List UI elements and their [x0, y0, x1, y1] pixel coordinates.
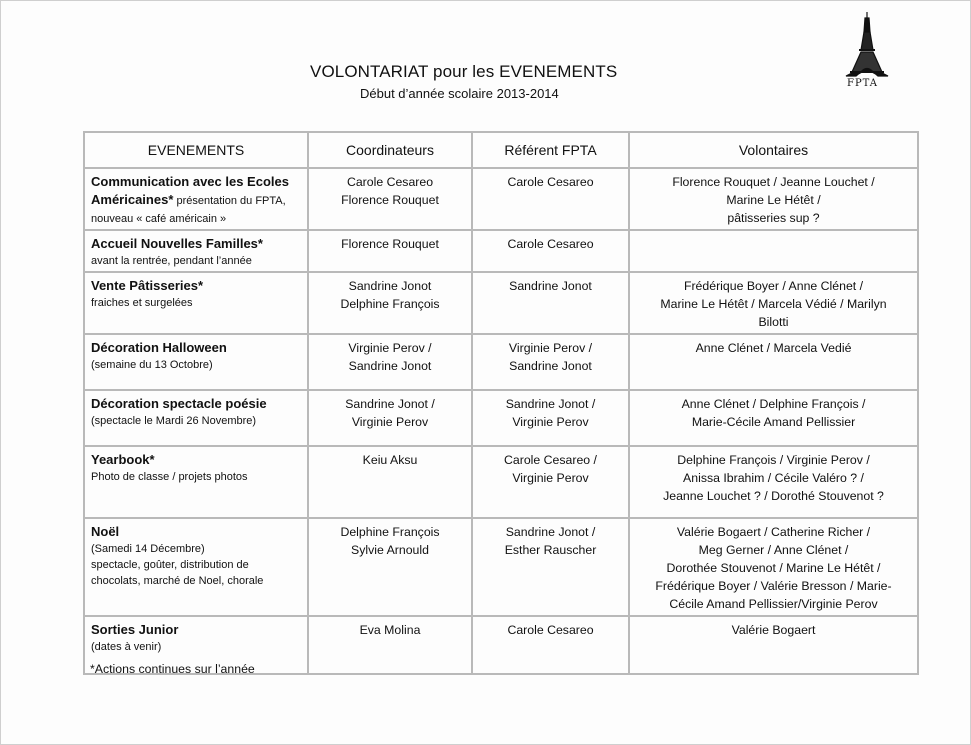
coordinator-name: Sandrine Jonot	[348, 359, 432, 373]
volunteers-cell	[629, 390, 918, 446]
coordinators-cell	[308, 168, 472, 230]
event-cell	[84, 334, 308, 390]
referent-name: Virginie Perov	[512, 471, 589, 485]
coordinator-name: Keiu Aksu	[362, 453, 418, 467]
coordinator-name: Virginie Perov /	[348, 341, 432, 355]
header-volontaires: Volontaires	[629, 132, 918, 168]
table-row	[84, 446, 918, 518]
event-name: Noël	[91, 524, 120, 539]
event-note: présentation du FPTA, nouveau « café américain »	[91, 195, 286, 225]
referent-name: Carole Cesareo /	[504, 453, 597, 467]
logo-text: FPTA	[847, 78, 879, 89]
coordinator-name: Delphine François	[340, 297, 440, 311]
coordinator-name: Virginie Perov	[351, 415, 429, 429]
referent-cell	[472, 230, 629, 272]
volunteer-line: Jeanne Louchet ? / Dorothé Stouvenot ?	[663, 489, 884, 503]
event-cell	[84, 390, 308, 446]
referent-cell	[472, 272, 629, 334]
event-detail: (dates à venir)	[91, 641, 162, 653]
volunteer-line: Meg Gerner / Anne Clénet /	[698, 543, 849, 557]
referent-cell	[472, 616, 629, 674]
event-name: Décoration spectacle poésie	[91, 396, 267, 411]
volunteer-line: Dorothée Stouvenot / Marine Le Hétêt /	[666, 561, 881, 575]
event-name: Communication avec les Ecoles Américaines*	[91, 174, 289, 207]
volunteer-line: Valérie Bogaert / Catherine Richer /	[676, 525, 871, 539]
event-name: Vente Pâtisseries*	[91, 278, 204, 293]
referent-name: Sandrine Jonot /	[505, 525, 596, 539]
table-row	[84, 390, 918, 446]
event-detail: spectacle, goûter, distribution de	[91, 559, 249, 571]
referent-cell	[472, 518, 629, 616]
volunteer-line: Frédérique Boyer / Valérie Bresson / Marie-	[655, 579, 892, 593]
volunteers-cell	[629, 616, 918, 674]
event-cell	[84, 168, 308, 230]
referent-name: Sandrine Jonot /	[505, 397, 596, 411]
volunteer-line: Delphine François / Virginie Perov /	[677, 453, 870, 467]
event-name: Accueil Nouvelles Familles*	[91, 236, 263, 251]
volunteer-line: Bilotti	[758, 315, 789, 329]
referent-name: Carole Cesareo	[507, 237, 594, 251]
volunteer-line: Anne Clénet / Delphine François /	[681, 397, 866, 411]
event-cell	[84, 230, 308, 272]
event-detail: fraiches et surgelées	[91, 297, 193, 309]
volunteers-cell	[629, 272, 918, 334]
volunteer-line: Marie-Cécile Amand Pellissier	[691, 415, 856, 429]
coordinators-cell	[308, 230, 472, 272]
coordinator-name: Carole Cesareo	[346, 175, 434, 189]
event-cell	[84, 446, 308, 518]
coordinator-name: Eva Molina	[359, 623, 421, 637]
footnote: *Actions continues sur l’année	[90, 662, 255, 676]
page-title: VOLONTARIAT pour les EVENEMENTS	[310, 62, 618, 81]
volunteer-line: Valérie Bogaert	[731, 623, 816, 637]
volunteers-cell	[629, 518, 918, 616]
volunteer-line: Marine Le Hétêt / Marcela Védié / Marilyn	[660, 297, 887, 311]
event-name: Décoration Halloween	[91, 340, 227, 355]
referent-name: Virginie Perov	[512, 415, 589, 429]
coordinator-name: Sandrine Jonot	[348, 279, 432, 293]
events-table	[83, 131, 919, 675]
event-detail: (semaine du 13 Octobre)	[91, 359, 213, 371]
event-detail: chocolats, marché de Noel, chorale	[91, 575, 264, 587]
referent-name: Sandrine Jonot	[509, 279, 592, 293]
header-coordinateurs: Coordinateurs	[308, 132, 472, 168]
volunteers-cell	[629, 230, 918, 272]
event-cell	[84, 272, 308, 334]
event-name: Sorties Junior	[91, 622, 179, 637]
page-subtitle: Début d’année scolaire 2013-2014	[360, 86, 559, 101]
volunteer-line: Frédérique Boyer / Anne Clénet /	[683, 279, 864, 293]
table-header-row	[84, 132, 918, 168]
referent-cell	[472, 446, 629, 518]
volunteers-cell	[629, 446, 918, 518]
coordinator-name: Florence Rouquet	[341, 237, 439, 251]
volunteers-cell	[629, 334, 918, 390]
volunteer-line: pâtisseries sup ?	[727, 211, 820, 225]
table-row	[84, 168, 918, 230]
event-name: Yearbook*	[91, 452, 155, 467]
coordinator-name: Sylvie Arnould	[351, 543, 429, 557]
table-row	[84, 334, 918, 390]
coordinators-cell	[308, 446, 472, 518]
volunteer-line: Marine Le Hétêt /	[726, 193, 821, 207]
referent-name: Carole Cesareo	[507, 623, 594, 637]
referent-name: Sandrine Jonot	[509, 359, 592, 373]
coordinator-name: Sandrine Jonot /	[345, 397, 435, 411]
volunteer-line: Cécile Amand Pellissier/Virginie Perov	[669, 597, 878, 611]
referent-name: Esther Rauscher	[504, 543, 597, 557]
referent-cell	[472, 168, 629, 230]
event-detail: (spectacle le Mardi 26 Novembre)	[91, 415, 257, 427]
volunteer-line: Anne Clénet / Marcela Vedié	[695, 341, 852, 355]
table-row	[84, 518, 918, 616]
coordinators-cell	[308, 616, 472, 674]
volunteers-cell	[629, 168, 918, 230]
event-cell	[84, 518, 308, 616]
referent-name: Carole Cesareo	[507, 175, 594, 189]
coordinators-cell	[308, 518, 472, 616]
coordinators-cell	[308, 334, 472, 390]
coordinator-name: Delphine François	[340, 525, 440, 539]
table-row	[84, 272, 918, 334]
volunteer-line: Florence Rouquet / Jeanne Louchet /	[672, 175, 875, 189]
referent-cell	[472, 390, 629, 446]
coordinators-cell	[308, 390, 472, 446]
volunteer-line: Anissa Ibrahim / Cécile Valéro ? /	[683, 471, 864, 485]
header-evenements: EVENEMENTS	[84, 132, 308, 168]
table-row	[84, 230, 918, 272]
header-referent: Référent FPTA	[472, 132, 629, 168]
event-detail: Photo de classe / projets photos	[91, 471, 248, 483]
referent-cell	[472, 334, 629, 390]
coordinator-name: Florence Rouquet	[341, 193, 439, 207]
event-detail: avant la rentrée, pendant l’année	[91, 255, 252, 267]
event-detail: (Samedi 14 Décembre)	[91, 543, 205, 555]
coordinators-cell	[308, 272, 472, 334]
referent-name: Virginie Perov /	[508, 341, 593, 355]
table-body	[84, 168, 918, 674]
